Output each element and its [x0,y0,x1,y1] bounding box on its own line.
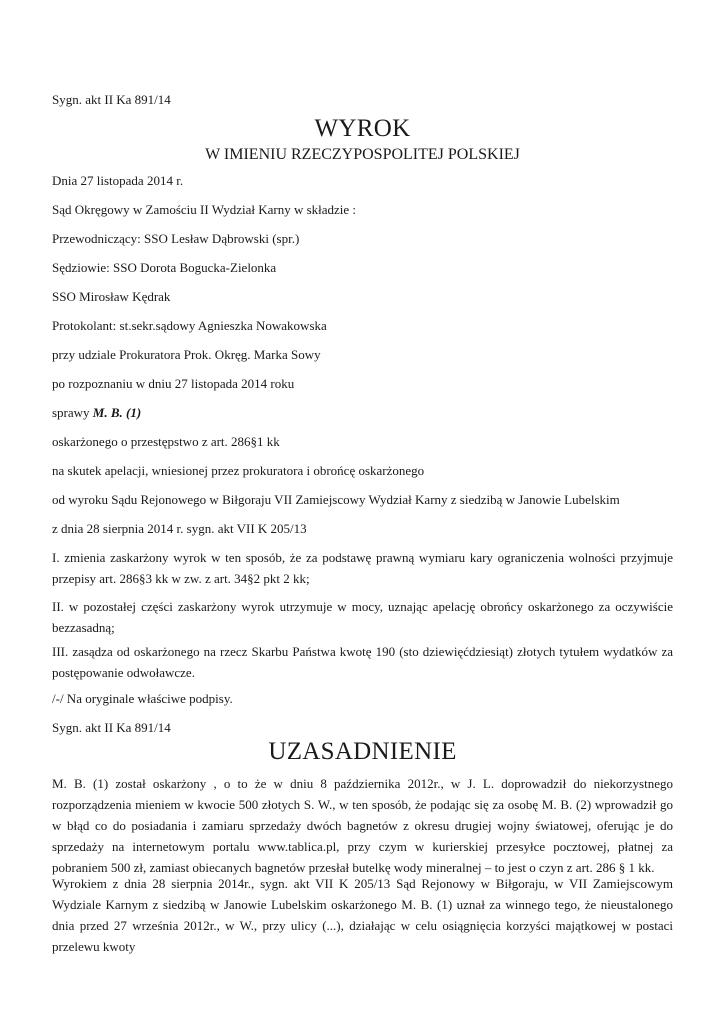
charge: oskarżonego o przestępstwo z art. 286§1 kk [52,434,280,449]
presiding-judge: Przewodniczący: SSO Lesław Dąbrowski (spr.) [52,231,300,246]
ruling-point-2: II. w pozostałej części zaskarżony wyrok utrzymuje w mocy, uznając apelację obrońcy oskarżonego za oczywiście bezzasadną; [52,599,673,635]
defendant-name: M. B. (1) [92,405,142,420]
justification-paragraph-1: M. B. (1) został oskarżony , o to że w dniu 8 października 2012r., w J. L. doprowadził do niekorzystnego rozporządzenia mieniem w kwocie 500 złotych S. W., w ten sposób, że podając się za osobę M. B. (2) wprowadził go w błąd co do posiadania i zamiaru sprzedaży dwóch bagnetów z okresu drugiej wojny światowej, oferując je do sprzedaży na internetowym portalu www.tablica.pl, przy czym w kurierskiej przesyłce pocztowej, płatnej za pobraniem 500 zł, zamiast obiecanych bagnetów przesłał butelkę wody mineralnej – to jest o czyn z art. 286 § 1 kk. [52,776,673,875]
lower-court-judgment: od wyroku Sądu Rejonowego w Biłgoraju VII Zamiejscowy Wydział Karny z siedzibą w Janowie Lubelskim [52,492,620,507]
prosecutor: przy udziale Prokuratora Prok. Okręg. Marka Sowy [52,347,321,362]
judgment-date: Dnia 27 listopada 2014 r. [52,173,184,188]
signatures-note: /-/ Na oryginale właściwe podpisy. [52,691,233,706]
second-judge: SSO Mirosław Kędrak [52,289,171,304]
case-prefix: sprawy [52,405,93,420]
case-signature-top: Sygn. akt II Ka 891/14 [52,92,171,107]
case-signature-bottom: Sygn. akt II Ka 891/14 [52,720,171,735]
justification-title: UZASADNIENIE [268,738,457,765]
ruling-point-3: III. zasądza od oskarżonego na rzecz Skarbu Państwa kwotę 190 (sto dziewięćdziesiąt) złotych tytułem wydatków za postępowanie odwoławcze. [52,644,673,680]
case-of [52,402,141,423]
justification-paragraph-2: Wyrokiem z dnia 28 sierpnia 2014r., sygn. akt VII K 205/13 Sąd Rejonowy w Biłgoraju, w VII Zamiejscowym Wydziale Karnym z siedzibą w Janowie Lubelskim oskarżonego M. B. (1) uznał za winnego tego, że nieustalonego dnia przed 27 września 2012r., w W., przy ulicy (...), działając w celu osiągnięcia korzyści majątkowej w postaci przelewu kwoty [52,876,673,954]
judges: Sędziowie: SSO Dorota Bogucka-Zielonka [52,260,277,275]
appeal-basis: na skutek apelacji, wniesionej przez prokuratora i obrońcę oskarżonego [52,463,425,478]
hearing-date: po rozpoznaniu w dniu 27 listopada 2014 roku [52,376,295,391]
court-clerk: Protokolant: st.sekr.sądowy Agnieszka Nowakowska [52,318,327,333]
court-composition: Sąd Okręgowy w Zamościu II Wydział Karny w składzie : [52,202,357,217]
document-subtitle: W IMIENIU RZECZYPOSPOLITEJ POLSKIEJ [205,146,520,163]
document-title: WYROK [314,115,411,142]
lower-court-date: z dnia 28 sierpnia 2014 r. sygn. akt VII K 205/13 [52,521,307,536]
ruling-point-1: I. zmienia zaskarżony wyrok w ten sposób, że za podstawę prawną wymiaru kary ograniczenia wolności przyjmuje przepisy art. 286§3 kk w zw. z art. 34§2 pkt 2 kk; [52,550,673,586]
